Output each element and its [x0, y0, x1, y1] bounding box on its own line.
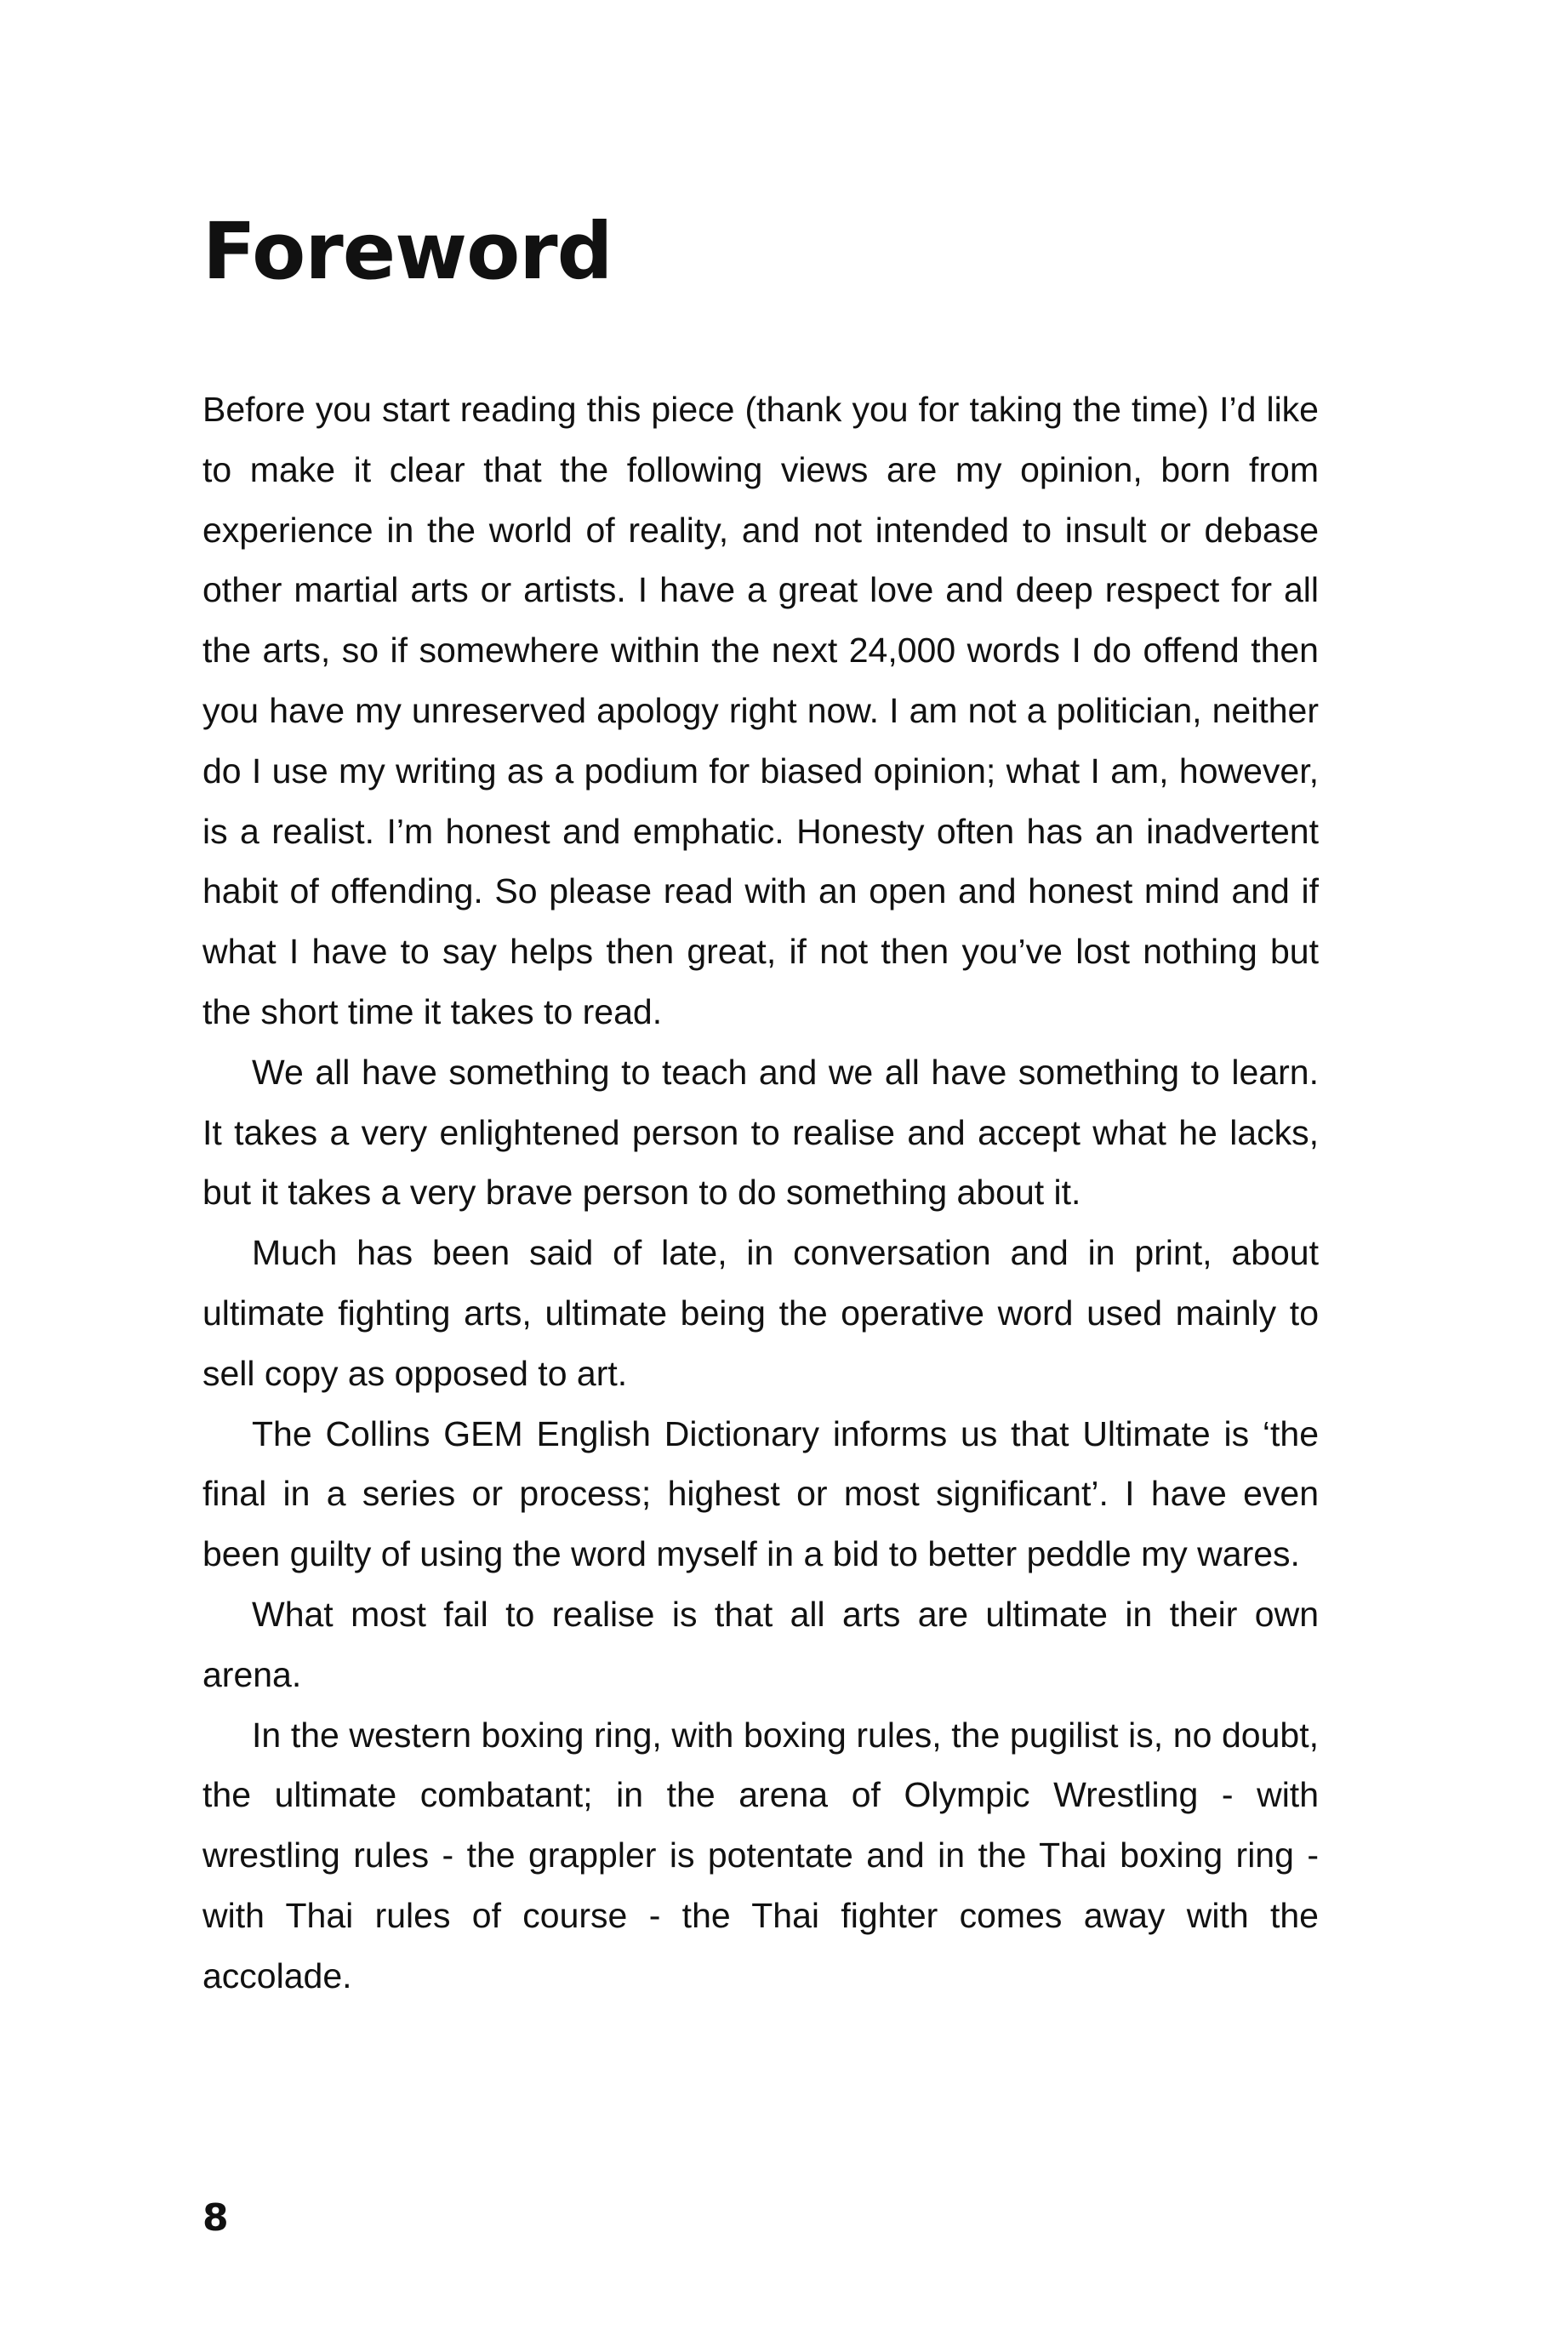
paragraph-6: In the western boxing ring, with boxing rules, the pugilist is, no doubt, the ultimate combatant; in the arena of Olympic Wrestling - with wrestling rules - the grappler is potentate and in the Thai boxing ring - with Thai rules of course - the Thai fighter comes away with the accolade.: [202, 1715, 1319, 1995]
paragraph-3: Much has been said of late, in conversation and in print, about ultimate fighting arts, ultimate being the operative word used mainly to sell copy as opposed to art.: [202, 1233, 1319, 1393]
paragraph-4: The Collins GEM English Dictionary informs us that Ultimate is ‘the final in a series or process; highest or most significant’. I have even been guilty of using the word myself in a bid to better peddle my wares.: [202, 1413, 1319, 1574]
page-number: 8: [202, 2196, 229, 2240]
body-text: [202, 380, 1319, 2007]
page-title: Foreword: [202, 206, 613, 297]
paragraph-5: What most fail to realise is that all arts are ultimate in their own arena.: [202, 1594, 1319, 1694]
paragraph-1: Before you start reading this piece (thank you for taking the time) I’d like to make it clear that the following views are my opinion, born from experience in the world of reality, and not intended to insult or debase other martial arts or artists. I have a great love and deep respect for all the arts, so if somewhere within the next 24,000 words I do offend then you have my unreserved apology right now. I am not a politician, neither do I use my writing as a podium for biased opinion; what I am, however, is a realist. I’m honest and emphatic. Honesty often has an inadvertent habit of offending. So please read with an open and honest mind and if what I have to say helps then great, if not then you’ve lost nothing but the short time it takes to read.: [202, 390, 1319, 1031]
paragraph-2: We all have something to teach and we all have something to learn. It takes a very enlightened person to realise and accept what he lacks, but it takes a very brave person to do something about it.: [202, 1052, 1319, 1213]
